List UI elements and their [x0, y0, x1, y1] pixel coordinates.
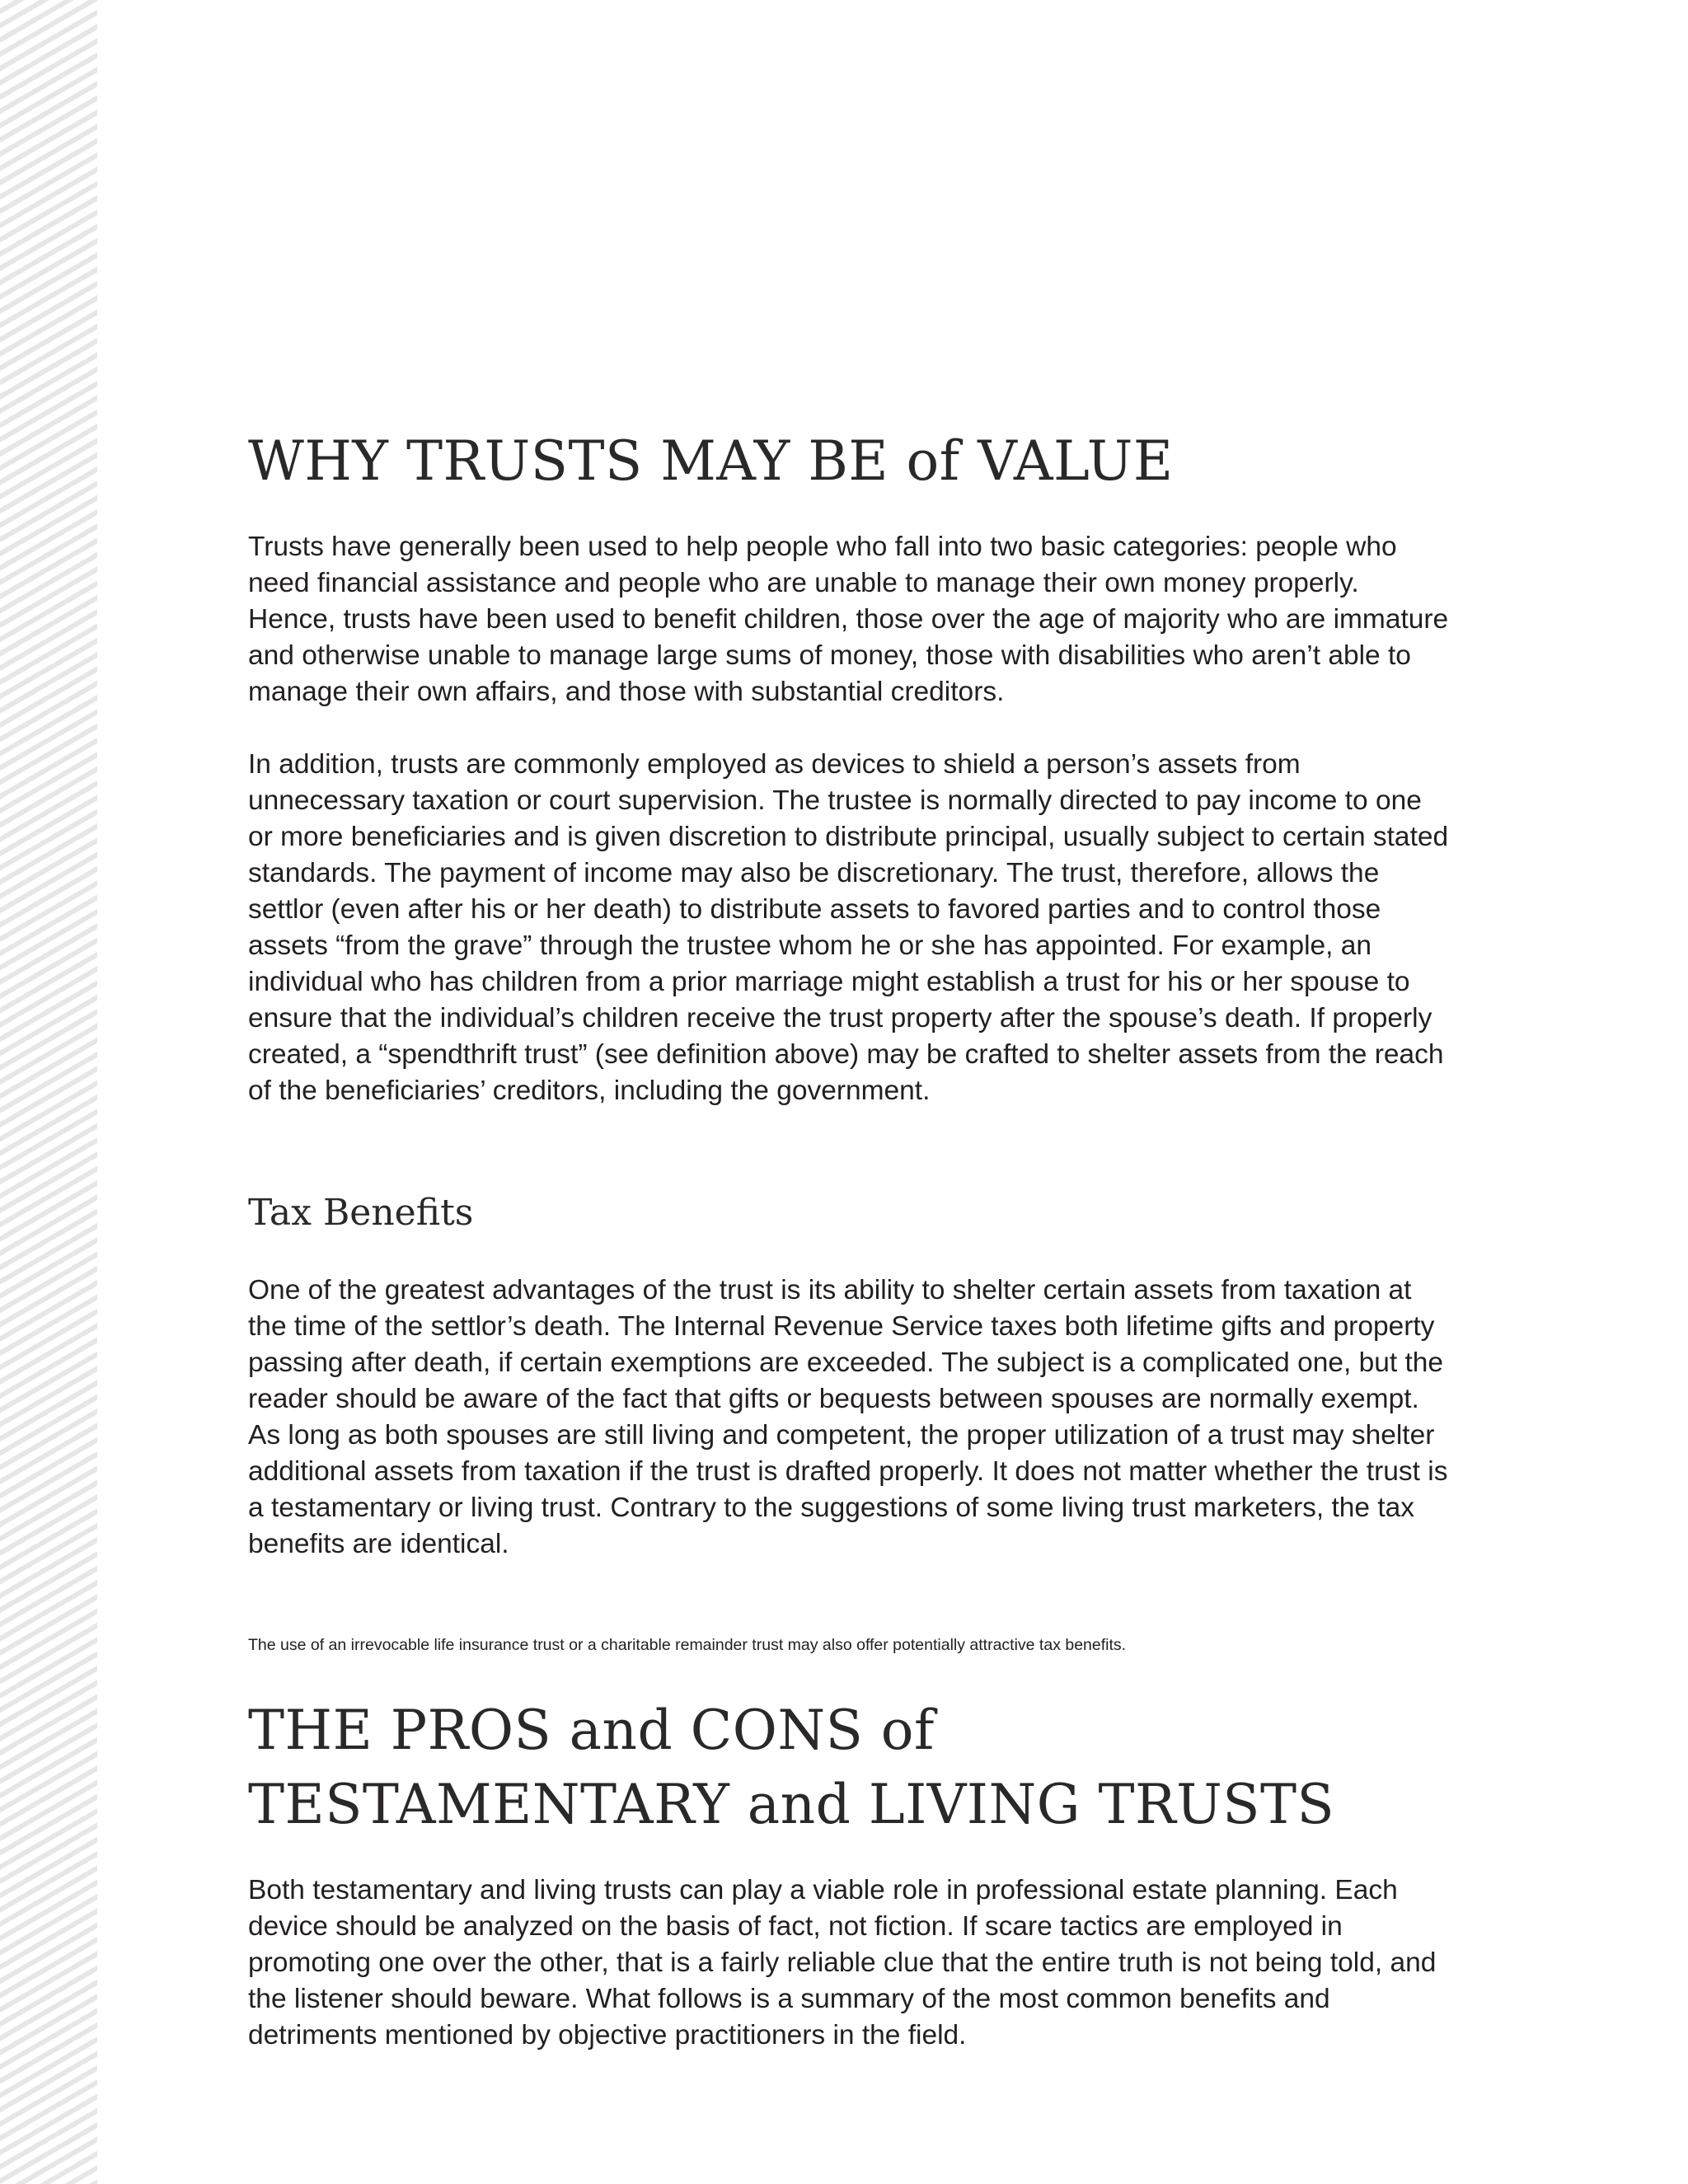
subheading-tax-benefits: Tax Benefits — [248, 1192, 474, 1234]
paragraph-trust-categories: Trusts have generally been used to help people who fall into two basic categories: people who need financial assistance and people who are unable to manage their own money properly. Hence, trusts have been used to benefit children, those over the age of majority who are immature and otherwise unable to manage large sums of money, those with disabilities who aren’t able to manage their own affairs, and those with substantial creditors. — [248, 532, 1449, 707]
section-title-why-trusts: WHY TRUSTS MAY BE of VALUE — [248, 429, 1174, 493]
footnote-tax-benefits: The use of an irrevocable life insurance trust or a charitable remainder trust may also offer potentially attractive tax benefits. — [248, 1636, 1127, 1654]
paragraph-trust-shielding: In addition, trusts are commonly employed as devices to shield a person’s assets from unnecessary taxation or court supervision. The trustee is normally directed to pay income to one or more beneficiaries and is given discretion to distribute principal, usually subject to certain stated standards. The payment of income may also be discretionary. The trust, therefore, allows the settlor (even after his or her death) to distribute assets to favored parties and to control those assets “from the grave” through the trustee whom he or she has appointed. For example, an individual who has children from a prior marriage might establish a trust for his or her spouse to ensure that the individual’s children receive the trust property after the spouse’s death. If properly created, a “spendthrift trust” (see definition above) may be crafted to shelter assets from the reach of the beneficiaries’ creditors, including the government. — [248, 749, 1449, 1106]
section-title-pros-cons-line1: THE PROS and CONS of — [248, 1699, 935, 1762]
decorative-stripe-band — [0, 0, 97, 2184]
section-title-pros-cons-line2: TESTAMENTARY and LIVING TRUSTS — [248, 1773, 1335, 1836]
paragraph-pros-cons-intro: Both testamentary and living trusts can play a viable role in professional estate planning. Each device should be analyzed on the basis of fact, not fiction. If scare tactics are employed in promoting one over the other, that is a fairly reliable clue that the entire truth is not being told, and the listener should beware. What follows is a summary of the most common benefits and detriments mentioned by objective practitioners in the field. — [248, 1875, 1437, 2050]
paragraph-tax-benefits: One of the greatest advantages of the trust is its ability to shelter certain assets from taxation at the time of the settlor’s death. The Internal Revenue Service taxes both lifetime gifts and property passing after death, if certain exemptions are exceeded. The subject is a complicated one, but the reader should be aware of the fact that gifts or bequests between spouses are normally exempt. As long as both spouses are still living and competent, the proper utilization of a trust may shelter additional assets from taxation if the trust is drafted properly. It does not matter whether the trust is a testamentary or living trust. Contrary to the suggestions of some living trust marketers, the tax benefits are identical. — [248, 1275, 1448, 1559]
section-title-pros-cons — [248, 1694, 1451, 1842]
